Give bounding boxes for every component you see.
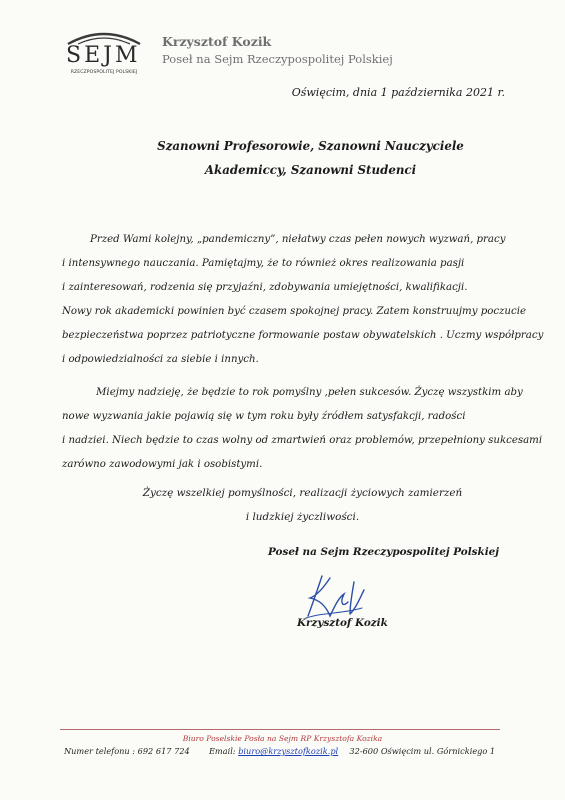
- footer-divider: [60, 729, 500, 730]
- signatory-name: Krzysztof Kozik: [297, 617, 388, 629]
- signature-title: Poseł na Sejm Rzeczypospolitej Polskiej: [268, 546, 500, 558]
- logo-wordmark: SEJM: [66, 43, 141, 68]
- paragraph-line: Miejmy nadzieję, że będzie to rok pomyślny ,pełen sukcesów. Życzę wszystkim aby: [96, 387, 523, 398]
- phone-number: 692 617 724: [137, 746, 190, 756]
- email-label: Email:: [208, 746, 236, 756]
- paragraph-line: Przed Wami kolejny, „pandemiczny”, niełatwy czas pełen nowych wyzwań, pracy: [90, 234, 506, 245]
- paragraph-line: i zainteresowań, rodzenia się przyjaźni, zdobywania umiejętności, kwalifikacji.: [62, 282, 468, 293]
- paragraph-line: i odpowiedzialności za siebie i innych.: [62, 354, 259, 365]
- logo-subtitle: RZECZPOSPOLITEJ POLSKIEJ: [70, 70, 138, 75]
- email-link[interactable]: biuro@krzysztofkozik.pl: [238, 746, 339, 756]
- paragraph-line: i nadziei. Niech będzie to czas wolny od zmartwień oraz problemów, przepełniony sukcesami: [62, 435, 543, 446]
- phone-label: Numer telefonu :: [64, 746, 136, 756]
- footer-office: Biuro Poselskie Posła na Sejm RP Krzysztofa Kozika: [182, 734, 383, 743]
- wishes-line-1: Życzę wszelkiej pomyślności, realizacji życiowych zamierzeń: [142, 487, 463, 499]
- letterhead-name: Krzysztof Kozik: [162, 34, 272, 49]
- paragraph-line: Nowy rok akademicki powinien być czasem spokojnej pracy. Zatem konstruujmy poczucie: [62, 306, 526, 317]
- paragraph-1: [62, 228, 544, 372]
- paragraph-line: zarówno zawodowymi jak i osobistymi.: [62, 459, 263, 470]
- wishes-line-2: i ludzkiej życzliwości.: [245, 511, 360, 523]
- sejm-logo: [58, 28, 148, 80]
- paragraph-line: nowe wyzwania jakie pojawią się w tym roku były źródłem satysfakcji, radości: [62, 411, 466, 422]
- footer-contact: [64, 746, 495, 756]
- office-address: 32-600 Oświęcim ul. Górnickiego 1: [349, 746, 496, 756]
- letterhead-title: Poseł na Sejm Rzeczypospolitej Polskiej: [162, 52, 393, 66]
- paragraph-line: bezpieczeństwa poprzez patriotyczne formowanie postaw obywatelskich . Uczmy współpracy: [62, 330, 544, 341]
- paragraph-line: i intensywnego nauczania. Pamiętajmy, że to również okres realizowania pasji: [62, 258, 465, 269]
- handwritten-signature: [300, 568, 380, 624]
- greeting-line-1: Szanowni Profesorowie, Szanowni Nauczyciele: [157, 139, 464, 153]
- letter-date: Oświęcim, dnia 1 października 2021 r.: [291, 86, 505, 99]
- greeting-line-2: Akademiccy, Szanowni Studenci: [204, 163, 417, 177]
- paragraph-2: [62, 381, 543, 477]
